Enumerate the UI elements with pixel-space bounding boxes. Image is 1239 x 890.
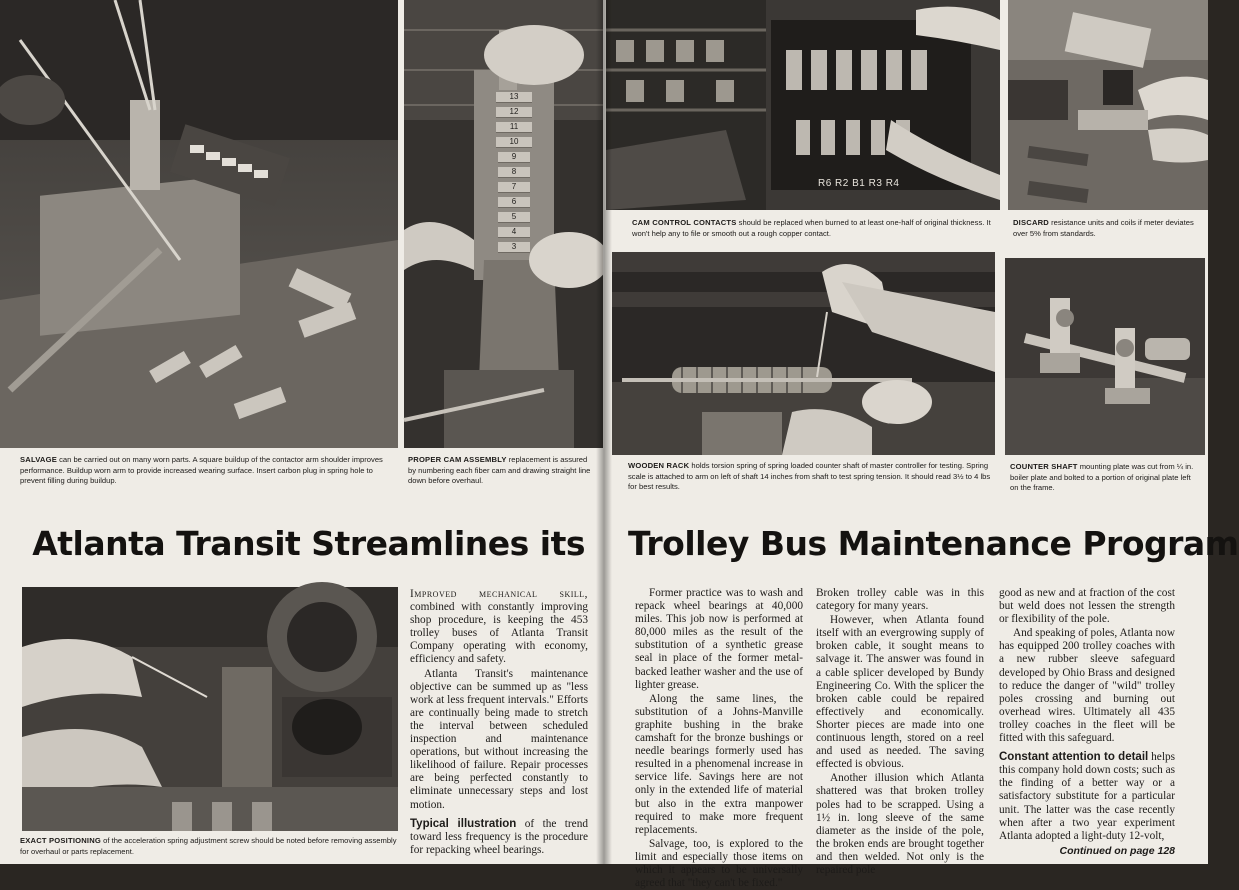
paragraph: Atlanta Transit's maintenance objective can be summed up as "less work at less frequent intervals." Efforts are continually being made to stretch the interval between scheduled inspection and maintenance operations, but without increasing the likelihood of failure. Repair processes are being perfected constantly to eliminate unnecessary steps and lost motion. (410, 667, 588, 811)
paragraph-lead: Constant attention to detail (999, 751, 1149, 764)
caption-lead: EXACT POSITIONING (20, 836, 102, 845)
paragraph: Former practice was to wash and repack wheel bearings at 40,000 miles. This job now is performed at 80,000 miles as the result of the substitution of a synthetic grease seal in place of the former metal-backed leather washer and the use of lighter grease. (635, 587, 803, 691)
headline-right: Trolley Bus Maintenance Program (628, 524, 1239, 563)
photo-wooden-rack (612, 252, 995, 455)
paragraph: However, when Atlanta found itself with an evergrowing supply of broken cable, it sought means to salvage it. The answer was found in a cable splicer developed by Bundy Engineering Co. With the splicer the broken cable could be repaired effectively and economically. Shorter pieces are made into one continuous length, stored on a reel and used as needed. The saving effected is obvious. (816, 614, 984, 771)
caption-text: of the acceleration spring adjustment screw should be noted before removing assembly for overhaul or parts replacement. (20, 836, 397, 856)
caption-lead: CAM CONTROL CONTACTS (632, 218, 737, 227)
cam-number-label: 5 (498, 212, 530, 223)
paragraph-text: combined with constantly improving shop procedure, is keeping the 453 trolley buses of Atlanta Transit Company operating with economy, efficiency and safety. (410, 601, 588, 666)
caption-text: replacement is assured by numbering each fiber cam and drawing straight line down before overhaul. (408, 455, 591, 486)
caption-text: should be replaced when burned to at least one-half of original thickness. It won't help any to file or smooth out a rough copper contact. (632, 218, 991, 238)
photo-discard (1008, 0, 1208, 210)
cam-number-label: 4 (498, 227, 530, 238)
caption-text: holds torsion spring of spring loaded counter shaft of master controller for testing. Spring scale is attached to arm on left of shaft 14 inches from shaft to test spring tension. It should read 3½ to 4 lbs for best results. (628, 461, 991, 492)
cam-number-label: 6 (498, 197, 530, 208)
paragraph-lead: Typical illustration (410, 817, 517, 830)
right-page (603, 0, 1239, 890)
caption-lead: PROPER CAM ASSEMBLY (408, 455, 507, 464)
caption-lead: DISCARD (1013, 218, 1049, 227)
caption-cam-contacts (632, 218, 1002, 239)
paragraph: Along the same lines, the substitution of a Johns-Manville graphite bushing in the brake camshaft for the bronze bushings or needle bearings formerly used has resulted in a phenomenal increase in service life. Savings here are not only in the extended life of material but also in the extra manpower required to make more frequent replacements. (635, 692, 803, 836)
cam-number-label: 10 (496, 137, 533, 148)
caption-text: mounting plate was cut from ¼ in. boiler plate and bolted to a portion of original plate left on the frame. (1010, 462, 1194, 493)
caption-counter-shaft (1010, 462, 1198, 494)
cam-number-label: 3 (498, 242, 530, 253)
caption-salvage (20, 455, 395, 487)
cam-number-label: 13 (496, 92, 533, 103)
paragraph-text: helps this company hold down costs; such as the finding of a better way or a satisfactory substitute for a particular unit. The latter was the case recently when after a two year experiment Atlanta adopted a light-duty 12-volt, (999, 751, 1176, 842)
paragraph-lead: Improved mechanical skill, (410, 588, 588, 600)
body-column-2 (635, 587, 803, 890)
paragraph: Salvage, too, is explored to the limit and especially those items on which it appears to be universally agreed that "they can't be fixed." (635, 837, 803, 890)
paragraph: And speaking of poles, Atlanta now has equipped 200 trolley coaches with a new rubber sleeve safeguard developed by Ohio Brass and designed to reduce the danger of "wild" trolley poles crossing and burning out overhead wires. Ultimately all 435 trolley coaches in the fleet will be fitted with this safeguard. (999, 627, 1176, 745)
photo-cam-assembly (404, 0, 603, 448)
paragraph: Another illusion which Atlanta shattered was that broken trolley poles had to be scrapped. Using a 1½ in. long sleeve of the same diameter as the inside of the pole, the broken ends are brought together and then welded. Not only is the repaired pole (816, 772, 984, 876)
continued-link[interactable]: Continued on page 128 (1059, 844, 1175, 857)
left-page (0, 0, 603, 864)
caption-text: resistance units and coils if meter deviates over 5% from standards. (1013, 218, 1194, 238)
photo-counter-shaft (1005, 258, 1205, 455)
contact-markings: R6 R2 B1 R3 R4 (818, 178, 900, 189)
body-column-4 (999, 587, 1175, 858)
caption-exact-positioning (20, 836, 400, 857)
caption-lead: SALVAGE (20, 455, 57, 464)
photo-salvage (0, 0, 398, 448)
photo-cam-contacts (606, 0, 1000, 210)
caption-text: can be carried out on many worn parts. A square buildup of the contactor arm shoulder improves performance. Buildup worn arm to provide increased wearing surface. Insert carbon plug in spring hole to prevent filling during buildup. (20, 455, 383, 486)
cam-number-label: 8 (498, 167, 530, 178)
caption-lead: WOODEN RACK (628, 461, 690, 470)
caption-discard (1013, 218, 1195, 239)
paragraph (999, 751, 1175, 843)
cam-number-stack (476, 92, 552, 253)
body-column-1 (410, 588, 588, 857)
paragraph (410, 818, 588, 857)
photo-exact-positioning (22, 587, 398, 831)
caption-wooden-rack (628, 461, 1000, 493)
caption-cam-assembly (408, 455, 596, 487)
paragraph-text: of the trend toward less frequency is the procedure for repacking wheel bearings. (410, 817, 588, 856)
cam-number-label: 11 (496, 122, 532, 133)
body-column-3 (816, 587, 984, 877)
paragraph (410, 588, 588, 667)
cam-number-label: 7 (498, 182, 530, 193)
paragraph: good as new and at fraction of the cost but weld does not lessen the strength or flexibility of the pole. (999, 587, 1175, 626)
headline-left: Atlanta Transit Streamlines its (32, 524, 585, 563)
paragraph: Broken trolley cable was in this category for many years. (816, 587, 984, 613)
cam-number-label: 9 (498, 152, 530, 163)
caption-lead: COUNTER SHAFT (1010, 462, 1078, 471)
cam-number-label: 12 (496, 107, 533, 118)
